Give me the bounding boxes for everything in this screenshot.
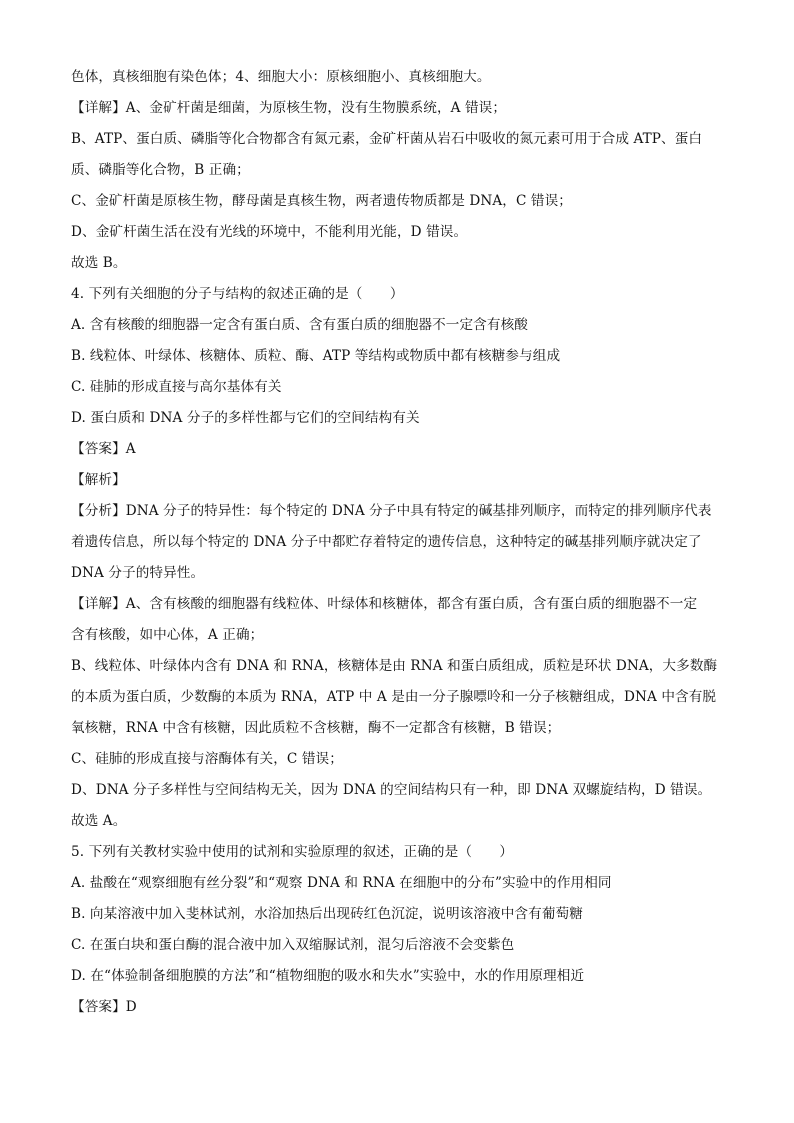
explanation-detail-a: 【详解】A、金矿杆菌是细菌，为原核生物，没有生物膜系统，A 错误； <box>71 100 507 116</box>
explanation-detail-d: D、金矿杆菌生活在没有光线的环境中，不能利用光能，D 错误。 <box>71 224 468 240</box>
explanation-detail-b: B、ATP、蛋白质、磷脂等化合物都含有氮元素，金矿杆菌从岩石中吸收的氮元素可用于合成 ATP、蛋白 <box>71 131 703 147</box>
question-4-detail-c: C、硅肺的形成直接与溶酶体有关，C 错误； <box>71 751 343 767</box>
question-4-detail-d: D、DNA 分子多样性与空间结构无关，因为 DNA 的空间结构只有一种，即 DNA 双螺旋结构，D 错误。 <box>71 782 712 798</box>
question-5-option-a: A. 盐酸在“观察细胞有丝分裂”和“观察 DNA 和 RNA 在细胞中的分布”实验中的作用相同 <box>71 875 612 891</box>
text-line: 着遗传信息，所以每个特定的 DNA 分子中都贮存着特定的遗传信息，这种特定的碱基排列顺序就决定了 <box>71 534 702 550</box>
document-body <box>71 62 731 1023</box>
question-4-option-c: C. 硅肺的形成直接与高尔基体有关 <box>71 379 282 395</box>
question-4-analysis: 【分析】DNA 分子的特异性：每个特定的 DNA 分子中具有特定的碱基排列顺序，而特定的排列顺序代表 <box>71 503 712 519</box>
choice-conclusion: 故选 A。 <box>71 813 127 829</box>
choice-conclusion: 故选 B。 <box>71 255 127 271</box>
explanation-detail-c: C、金矿杆菌是原核生物，酵母菌是真核生物，两者遗传物质都是 DNA，C 错误； <box>71 193 572 209</box>
question-5-option-b: B. 向某溶液中加入斐林试剂，水浴加热后出现砖红色沉淀，说明该溶液中含有葡萄糖 <box>71 906 583 922</box>
question-5-option-d: D. 在“体验制备细胞膜的方法”和“植物细胞的吸水和失水”实验中，水的作用原理相近 <box>71 968 585 984</box>
text-line: 含有核酸，如中心体，A 正确； <box>71 627 264 643</box>
question-5-option-c: C. 在蛋白块和蛋白酶的混合液中加入双缩脲试剂，混匀后溶液不会变紫色 <box>71 937 515 953</box>
question-4-detail-b: B、线粒体、叶绿体内含有 DNA 和 RNA，核糖体是由 RNA 和蛋白质组成，质粒是环状 DNA，大多数酶 <box>71 658 718 674</box>
question-4-stem: 4. 下列有关细胞的分子与结构的叙述正确的是（ ） <box>71 286 404 302</box>
question-4-detail-a: 【详解】A、含有核酸的细胞器有线粒体、叶绿体和核糖体，都含有蛋白质，含有蛋白质的细胞器不一定 <box>71 596 698 612</box>
text-line: 的本质为蛋白质，少数酶的本质为 RNA，ATP 中 A 是由一分子腺嘌呤和一分子核糖组成，DNA 中含有脱 <box>71 689 717 705</box>
text-line: 色体，真核细胞有染色体；4、细胞大小：原核细胞小、真核细胞大。 <box>71 69 491 85</box>
question-4-option-b: B. 线粒体、叶绿体、核糖体、质粒、酶、ATP 等结构或物质中都有核糖参与组成 <box>71 348 561 364</box>
question-5-stem: 5. 下列有关教材实验中使用的试剂和实验原理的叙述，正确的是（ ） <box>71 844 514 860</box>
question-5-answer: 【答案】D <box>71 999 137 1015</box>
question-4-analysis-heading: 【解析】 <box>71 472 126 488</box>
text-line: 氧核糖，RNA 中含有核糖，因此质粒不含核糖，酶不一定都含有核糖，B 错误； <box>71 720 561 736</box>
text-line: 质、磷脂等化合物，B 正确； <box>71 162 250 178</box>
text-line: DNA 分子的特异性。 <box>71 565 205 581</box>
question-4-answer: 【答案】A <box>71 441 136 457</box>
question-4-option-a: A. 含有核酸的细胞器一定含有蛋白质、含有蛋白质的细胞器不一定含有核酸 <box>71 317 528 333</box>
question-4-option-d: D. 蛋白质和 DNA 分子的多样性都与它们的空间结构有关 <box>71 410 420 426</box>
